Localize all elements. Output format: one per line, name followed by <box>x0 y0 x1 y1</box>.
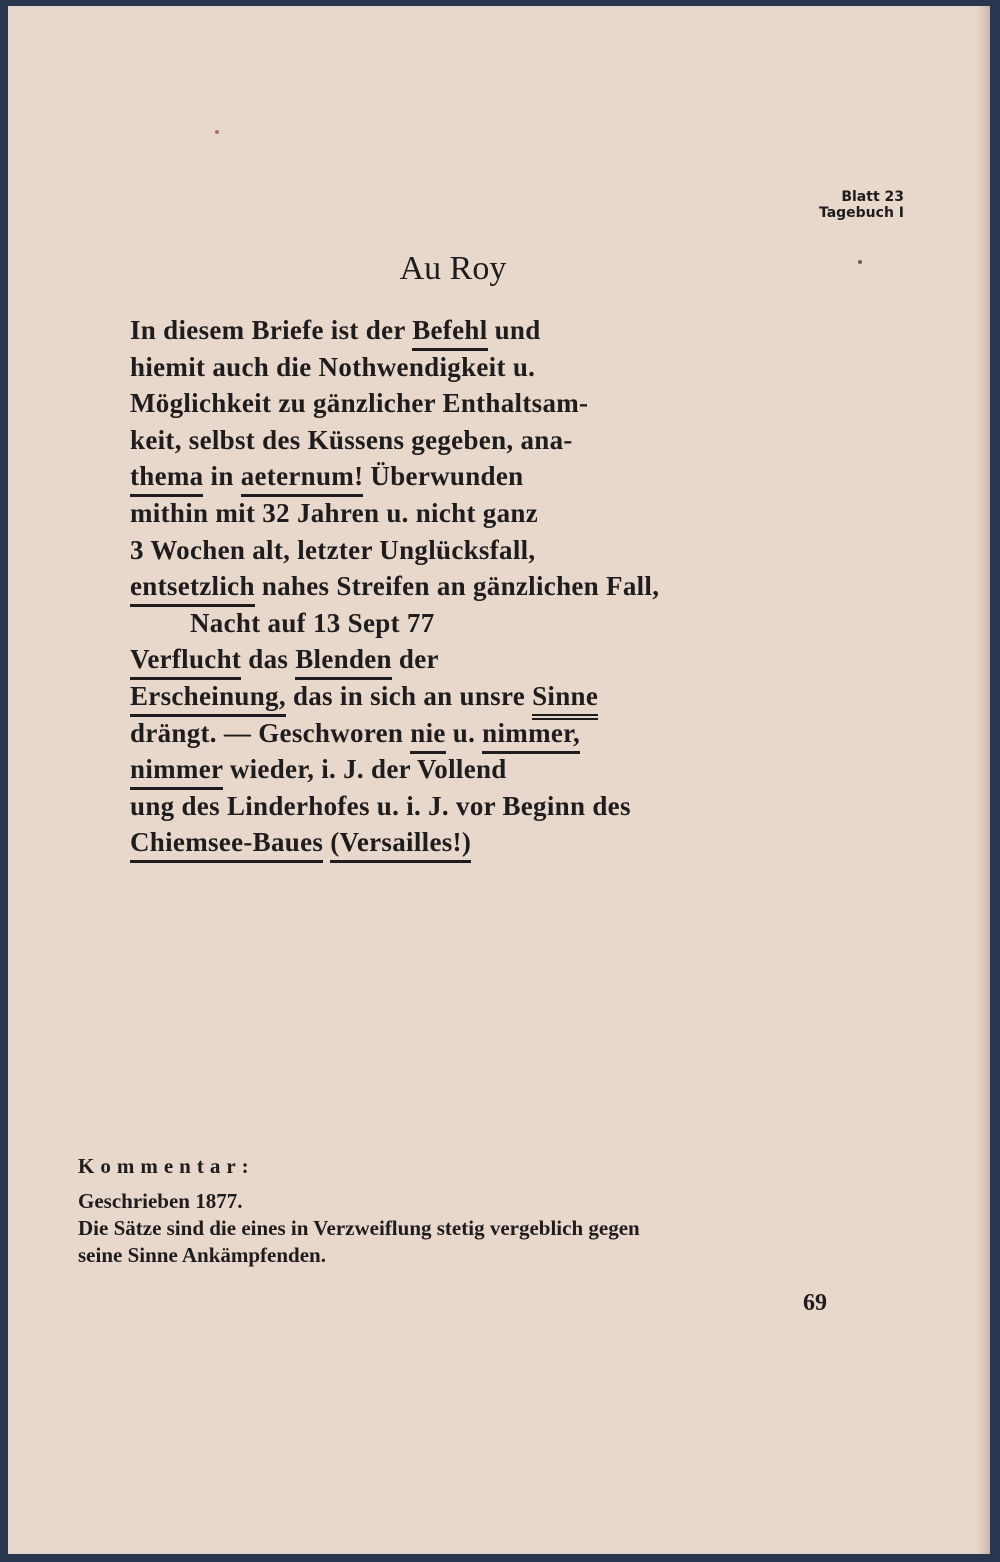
text-segment: Möglichkeit zu gänzlicher Enthaltsam- <box>130 388 589 419</box>
text-line <box>130 605 850 642</box>
underlined-word: nimmer <box>130 754 223 790</box>
text-line <box>130 385 850 422</box>
text-segment: das <box>241 644 296 675</box>
text-segment: nahes Streifen an gänzlichen Fall, <box>254 571 660 602</box>
page-number: 69 <box>803 1290 827 1316</box>
text-line <box>130 458 850 495</box>
underlined-word: Sinne <box>532 681 598 720</box>
sheet-number: Blatt 23 <box>841 189 904 205</box>
text-segment: hiemit auch die Nothwendigkeit u. <box>130 351 536 382</box>
underlined-word: Blenden <box>295 644 392 680</box>
text-segment: das in sich an unsre <box>285 680 533 711</box>
underlined-word: Erscheinung, <box>130 681 286 717</box>
underlined-word: nimmer, <box>482 718 580 754</box>
text-segment: u. <box>445 717 483 748</box>
text-segment: 3 Wochen alt, letzter Unglücksfall, <box>130 534 536 565</box>
text-segment: mithin mit 32 Jahren u. nicht ganz <box>130 497 538 528</box>
commentary-line: seine Sinne Ankämpfenden. <box>78 1243 326 1267</box>
text-line <box>130 824 850 861</box>
page-edge-shadow <box>976 6 990 1554</box>
text-segment: der <box>391 644 439 675</box>
text-line <box>130 349 850 386</box>
text-segment: drängt. — Geschworen <box>130 717 411 748</box>
text-line <box>130 751 850 788</box>
underlined-word: Befehl <box>412 315 487 351</box>
text-segment: keit, selbst des Küssens gegeben, ana- <box>130 424 573 455</box>
paper-spot <box>215 130 219 134</box>
text-line <box>130 641 850 678</box>
text-line <box>130 495 850 532</box>
underlined-word: (Versailles!) <box>330 827 471 863</box>
text-segment: wieder, i. J. der Vollend <box>222 754 507 785</box>
commentary-line: Geschrieben 1877. <box>78 1189 243 1213</box>
text-segment: ung des Linderhofes u. i. J. vor Beginn des <box>130 790 631 821</box>
document-title: Au Roy <box>399 250 507 287</box>
transcription-text <box>130 312 850 861</box>
text-segment: In diesem Briefe ist der <box>130 315 413 345</box>
book-page <box>8 6 990 1554</box>
commentary-line: Die Sätze sind die eines in Verzweiflung stetig vergeblich gegen <box>78 1216 640 1240</box>
text-line <box>130 678 850 715</box>
underlined-word: Verflucht <box>130 644 241 680</box>
page-reference <box>819 189 904 221</box>
underlined-word: entsetzlich <box>130 571 255 607</box>
underlined-word: aeternum! <box>241 461 364 497</box>
underlined-word: Chiemsee-Baues <box>130 827 323 863</box>
commentary-heading: Kommentar: <box>78 1154 255 1178</box>
text-line <box>130 788 850 825</box>
text-segment: Überwunden <box>363 461 524 492</box>
text-line <box>130 568 850 605</box>
diary-label: Tagebuch I <box>818 205 904 221</box>
underlined-word: thema <box>130 461 203 497</box>
text-line <box>130 715 850 752</box>
text-line <box>130 532 850 569</box>
underlined-word: nie <box>410 718 445 754</box>
commentary-text <box>78 1188 848 1269</box>
text-segment: in <box>203 461 241 492</box>
text-segment: und <box>487 315 541 345</box>
text-line <box>130 422 850 459</box>
text-segment: Nacht auf 13 Sept 77 <box>190 607 435 638</box>
text-line <box>130 312 850 349</box>
